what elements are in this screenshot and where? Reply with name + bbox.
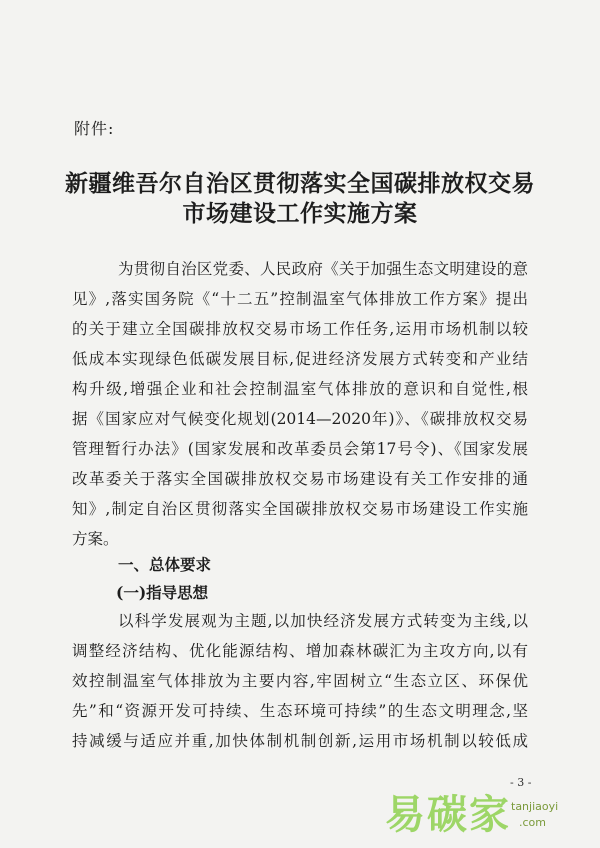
intro-line: 见》,落实国务院《“十二五”控制温室气体排放工作方案》提出 (72, 290, 528, 308)
watermark-logo-text: 易碳家 (385, 792, 511, 838)
guiding-line: 持减缓与适应并重,加快体制机制创新,运用市场机制以较低成 (72, 732, 528, 750)
intro-line: 为贯彻自治区党委、人民政府《关于加强生态文明建设的意 (118, 260, 528, 278)
page-number: - 3 - (510, 776, 532, 789)
intro-line: 低成本实现绿色低碳发展目标,促进经济发展方式转变和产业结 (72, 350, 528, 368)
guiding-line: 效控制温室气体排放为主要内容,牢固树立“生态立区、环保优 (72, 672, 528, 690)
intro-line: 改革委关于落实全国碳排放权交易市场建设有关工作安排的通 (72, 470, 528, 488)
intro-line: 管理暂行办法》(国家发展和改革委员会第17号令)、《国家发展 (72, 440, 528, 458)
document-title-line-1: 新疆维吾尔自治区贯彻落实全国碳排放权交易 (65, 170, 535, 197)
watermark-domain: tanjiaoyi (511, 800, 559, 813)
section-heading: 一、总体要求 (118, 555, 212, 574)
document-title-line-2: 市场建设工作实施方案 (182, 200, 418, 227)
intro-line: 知》,制定自治区贯彻落实全国碳排放权交易市场建设工作实施 (72, 500, 528, 518)
watermark-domain-suffix: .com (519, 816, 546, 829)
guiding-line: 先”和“资源开发可持续、生态环境可持续”的生态文明理念,坚 (72, 702, 528, 720)
site-watermark (385, 790, 595, 842)
attachment-label: 附件: (74, 119, 115, 138)
intro-line: 方案。 (72, 530, 119, 548)
subsection-heading: (一)指导思想 (116, 583, 209, 602)
intro-line: 的关于建立全国碳排放权交易市场工作任务,运用市场机制以较 (72, 320, 528, 338)
guiding-line: 调整经济结构、优化能源结构、增加森林碳汇为主攻方向,以有 (72, 642, 528, 660)
guiding-line: 以科学发展观为主题,以加快经济发展方式转变为主线,以 (118, 612, 528, 630)
intro-line: 据《国家应对气候变化规划(2014—2020年)》、《碳排放权交易 (72, 410, 528, 428)
intro-line: 构升级,增强企业和社会控制温室气体排放的意识和自觉性,根 (72, 380, 528, 398)
